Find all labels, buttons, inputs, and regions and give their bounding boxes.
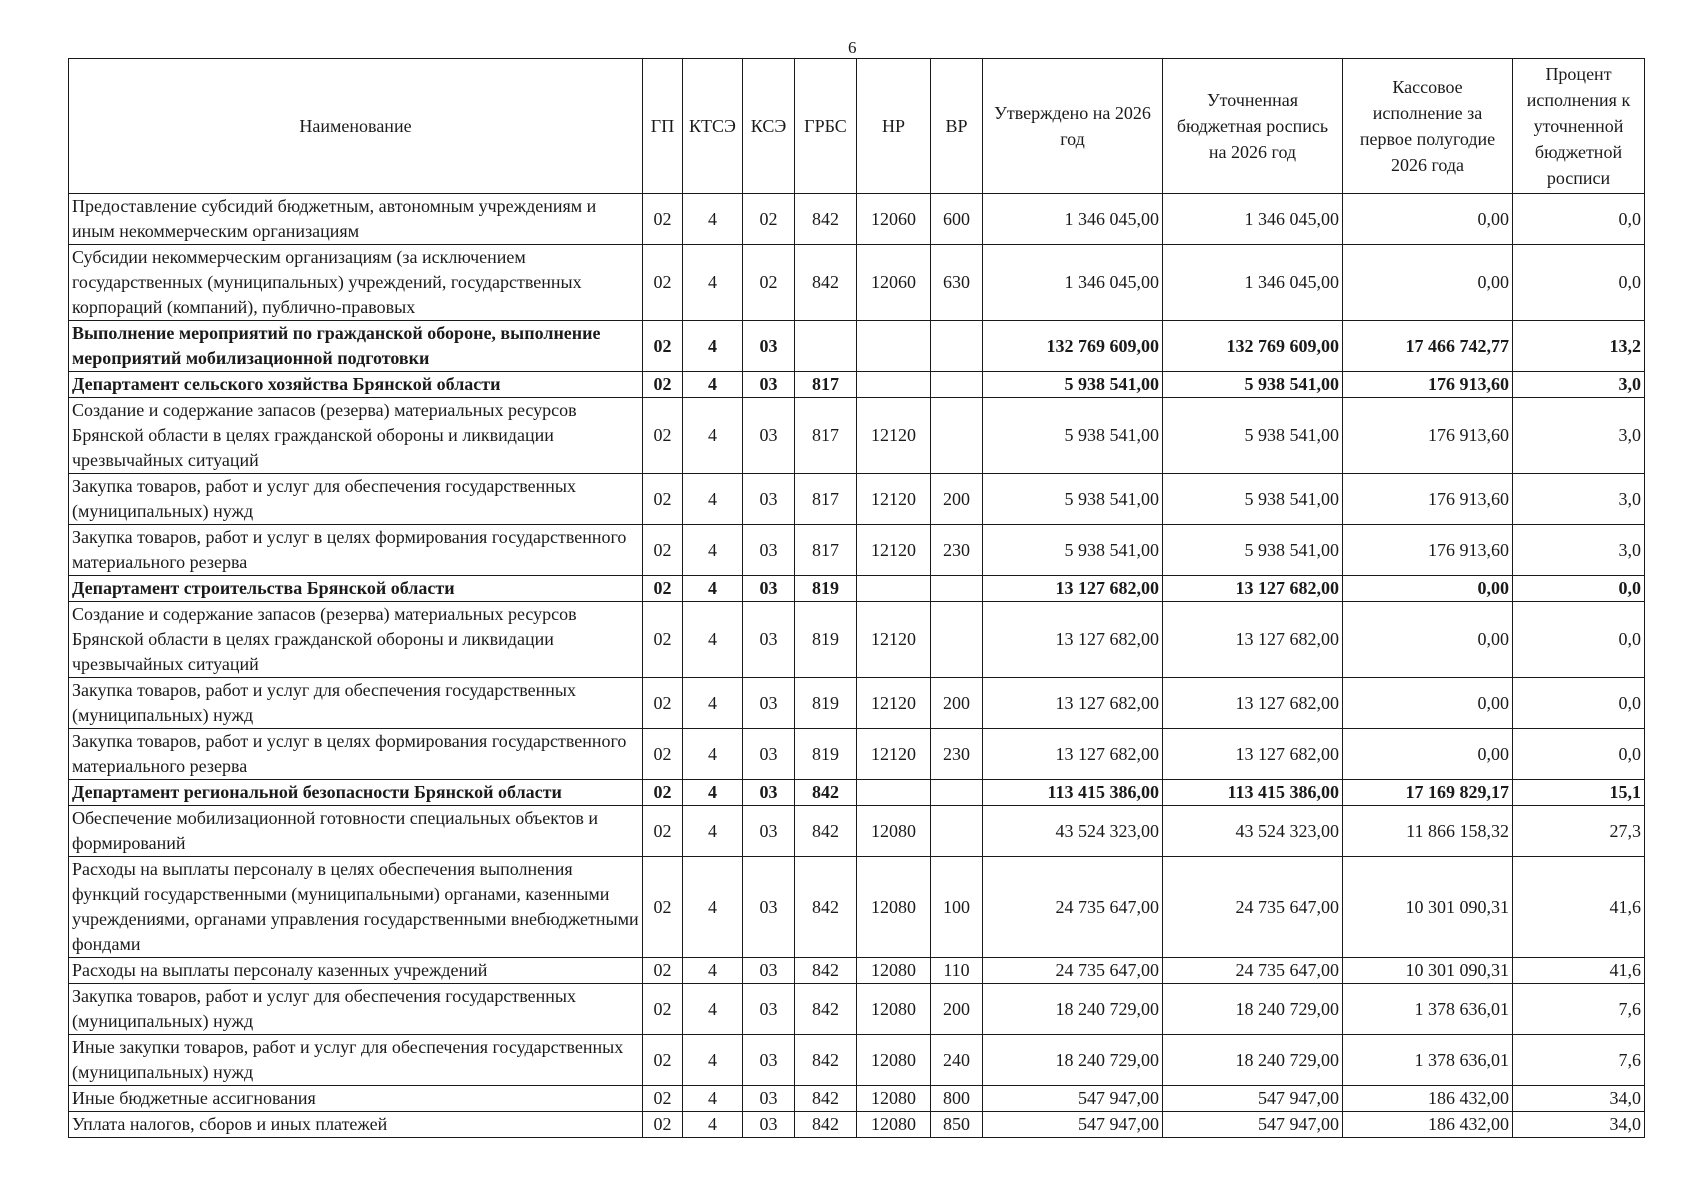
cell-name: Предоставление субсидий бюджетным, автономным учреждениям и иным некоммерческим организациям [69,194,643,245]
header-gp: ГП [643,59,683,194]
cell-refined: 5 938 541,00 [1163,525,1343,576]
cell-percent: 0,0 [1513,245,1645,321]
cell-vr [931,806,983,857]
cell-grbs: 817 [795,398,857,474]
table-row [69,525,1645,576]
cell-refined: 13 127 682,00 [1163,678,1343,729]
cell-refined: 18 240 729,00 [1163,984,1343,1035]
cell-refined: 43 524 323,00 [1163,806,1343,857]
cell-vr: 200 [931,984,983,1035]
cell-ktse: 4 [683,1112,743,1138]
cell-ktse: 4 [683,474,743,525]
cell-name: Закупка товаров, работ и услуг в целях формирования государственного материального резерва [69,525,643,576]
cell-ktse: 4 [683,321,743,372]
cell-kse: 03 [743,857,795,958]
header-vr: ВР [931,59,983,194]
cell-vr [931,372,983,398]
cell-gp: 02 [643,525,683,576]
cell-cash: 186 432,00 [1343,1086,1513,1112]
cell-gp: 02 [643,245,683,321]
cell-vr: 800 [931,1086,983,1112]
table-row [69,474,1645,525]
cell-vr: 850 [931,1112,983,1138]
cell-grbs: 842 [795,245,857,321]
table-row [69,678,1645,729]
cell-name: Закупка товаров, работ и услуг для обеспечения государственных (муниципальных) нужд [69,474,643,525]
cell-kse: 03 [743,1086,795,1112]
cell-gp: 02 [643,372,683,398]
cell-kse: 03 [743,576,795,602]
cell-approved: 24 735 647,00 [983,857,1163,958]
cell-ktse: 4 [683,857,743,958]
cell-name: Выполнение мероприятий по гражданской обороне, выполнение мероприятий мобилизационной подготовки [69,321,643,372]
cell-cash: 10 301 090,31 [1343,958,1513,984]
cell-approved: 5 938 541,00 [983,525,1163,576]
cell-kse: 03 [743,398,795,474]
cell-percent: 3,0 [1513,372,1645,398]
cell-percent: 0,0 [1513,602,1645,678]
table-row [69,984,1645,1035]
cell-percent: 27,3 [1513,806,1645,857]
cell-ktse: 4 [683,245,743,321]
cell-approved: 547 947,00 [983,1112,1163,1138]
cell-nr [857,321,931,372]
cell-cash: 186 432,00 [1343,1112,1513,1138]
cell-cash: 10 301 090,31 [1343,857,1513,958]
cell-gp: 02 [643,321,683,372]
cell-approved: 18 240 729,00 [983,984,1163,1035]
cell-cash: 17 169 829,17 [1343,780,1513,806]
cell-vr: 630 [931,245,983,321]
cell-percent: 3,0 [1513,474,1645,525]
table-row [69,806,1645,857]
cell-nr: 12080 [857,1086,931,1112]
cell-kse: 03 [743,729,795,780]
header-nr: НР [857,59,931,194]
cell-name: Уплата налогов, сборов и иных платежей [69,1112,643,1138]
cell-percent: 0,0 [1513,576,1645,602]
cell-kse: 03 [743,372,795,398]
cell-ktse: 4 [683,806,743,857]
cell-percent: 7,6 [1513,984,1645,1035]
cell-name: Департамент региональной безопасности Брянской области [69,780,643,806]
budget-table [68,58,1645,1138]
cell-gp: 02 [643,984,683,1035]
cell-refined: 13 127 682,00 [1163,729,1343,780]
header-name: Наименование [69,59,643,194]
cell-refined: 5 938 541,00 [1163,474,1343,525]
header-grbs: ГРБС [795,59,857,194]
cell-grbs: 817 [795,525,857,576]
cell-vr [931,321,983,372]
cell-nr: 12120 [857,525,931,576]
cell-name: Расходы на выплаты персоналу казенных учреждений [69,958,643,984]
table-row [69,602,1645,678]
cell-ktse: 4 [683,602,743,678]
cell-approved: 13 127 682,00 [983,729,1163,780]
cell-kse: 03 [743,525,795,576]
cell-approved: 5 938 541,00 [983,474,1163,525]
cell-name: Закупка товаров, работ и услуг для обеспечения государственных (муниципальных) нужд [69,678,643,729]
cell-percent: 3,0 [1513,398,1645,474]
cell-gp: 02 [643,958,683,984]
cell-kse: 03 [743,1035,795,1086]
cell-refined: 18 240 729,00 [1163,1035,1343,1086]
cell-refined: 24 735 647,00 [1163,958,1343,984]
cell-nr: 12060 [857,245,931,321]
cell-kse: 03 [743,602,795,678]
cell-grbs [795,321,857,372]
cell-grbs: 819 [795,576,857,602]
cell-ktse: 4 [683,984,743,1035]
cell-vr [931,602,983,678]
table-row [69,857,1645,958]
cell-kse: 03 [743,780,795,806]
header-refined: Уточненная бюджетная роспись на 2026 год [1163,59,1343,194]
cell-refined: 132 769 609,00 [1163,321,1343,372]
cell-percent: 0,0 [1513,678,1645,729]
table-row [69,321,1645,372]
cell-grbs: 819 [795,729,857,780]
table-row [69,1112,1645,1138]
cell-kse: 03 [743,1112,795,1138]
cell-name: Обеспечение мобилизационной готовности специальных объектов и формирований [69,806,643,857]
cell-vr: 110 [931,958,983,984]
cell-nr: 12080 [857,1112,931,1138]
cell-cash: 176 913,60 [1343,474,1513,525]
cell-refined: 1 346 045,00 [1163,245,1343,321]
table-row [69,958,1645,984]
cell-gp: 02 [643,1035,683,1086]
cell-gp: 02 [643,1086,683,1112]
cell-approved: 113 415 386,00 [983,780,1163,806]
cell-grbs: 842 [795,1086,857,1112]
table-row [69,194,1645,245]
cell-grbs: 842 [795,958,857,984]
table-row [69,729,1645,780]
cell-cash: 0,00 [1343,194,1513,245]
cell-grbs: 817 [795,474,857,525]
cell-cash: 0,00 [1343,729,1513,780]
cell-refined: 24 735 647,00 [1163,857,1343,958]
cell-grbs: 842 [795,984,857,1035]
cell-approved: 13 127 682,00 [983,678,1163,729]
cell-approved: 547 947,00 [983,1086,1163,1112]
cell-gp: 02 [643,398,683,474]
cell-vr: 600 [931,194,983,245]
cell-grbs: 842 [795,194,857,245]
cell-percent: 7,6 [1513,1035,1645,1086]
cell-vr: 240 [931,1035,983,1086]
cell-grbs: 842 [795,780,857,806]
cell-gp: 02 [643,194,683,245]
cell-cash: 17 466 742,77 [1343,321,1513,372]
table-row [69,780,1645,806]
table-row [69,1035,1645,1086]
cell-refined: 547 947,00 [1163,1112,1343,1138]
cell-nr: 12080 [857,806,931,857]
cell-ktse: 4 [683,678,743,729]
cell-refined: 113 415 386,00 [1163,780,1343,806]
cell-percent: 41,6 [1513,958,1645,984]
cell-cash: 0,00 [1343,602,1513,678]
cell-cash: 11 866 158,32 [1343,806,1513,857]
cell-approved: 1 346 045,00 [983,194,1163,245]
cell-nr [857,372,931,398]
cell-name: Департамент строительства Брянской области [69,576,643,602]
cell-grbs: 817 [795,372,857,398]
cell-percent: 0,0 [1513,194,1645,245]
cell-percent: 41,6 [1513,857,1645,958]
cell-percent: 34,0 [1513,1086,1645,1112]
cell-vr: 200 [931,474,983,525]
cell-grbs: 842 [795,806,857,857]
cell-nr: 12080 [857,958,931,984]
cell-gp: 02 [643,602,683,678]
cell-grbs: 842 [795,857,857,958]
cell-vr: 230 [931,525,983,576]
header-ktse: КТСЭ [683,59,743,194]
cell-vr: 100 [931,857,983,958]
cell-grbs: 819 [795,602,857,678]
cell-ktse: 4 [683,780,743,806]
cell-ktse: 4 [683,398,743,474]
cell-grbs: 819 [795,678,857,729]
cell-nr: 12120 [857,602,931,678]
cell-percent: 0,0 [1513,729,1645,780]
header-kse: КСЭ [743,59,795,194]
cell-gp: 02 [643,729,683,780]
cell-cash: 176 913,60 [1343,525,1513,576]
cell-cash: 0,00 [1343,678,1513,729]
cell-gp: 02 [643,857,683,958]
cell-refined: 1 346 045,00 [1163,194,1343,245]
cell-refined: 5 938 541,00 [1163,372,1343,398]
cell-approved: 132 769 609,00 [983,321,1163,372]
cell-nr: 12120 [857,729,931,780]
cell-nr: 12060 [857,194,931,245]
header-cash: Кассовое исполнение за первое полугодие 2026 года [1343,59,1513,194]
page-number: 6 [848,38,857,57]
cell-refined: 547 947,00 [1163,1086,1343,1112]
cell-gp: 02 [643,678,683,729]
cell-name: Создание и содержание запасов (резерва) материальных ресурсов Брянской области в целях гражданской обороны и ликвидации чрезвычайных ситуаций [69,398,643,474]
cell-approved: 43 524 323,00 [983,806,1163,857]
cell-kse: 03 [743,806,795,857]
cell-cash: 176 913,60 [1343,372,1513,398]
table-row [69,576,1645,602]
cell-name: Создание и содержание запасов (резерва) материальных ресурсов Брянской области в целях гражданской обороны и ликвидации чрезвычайных ситуаций [69,602,643,678]
cell-nr: 12120 [857,398,931,474]
cell-refined: 13 127 682,00 [1163,602,1343,678]
cell-vr [931,780,983,806]
cell-kse: 02 [743,194,795,245]
cell-name: Иные бюджетные ассигнования [69,1086,643,1112]
table-row [69,372,1645,398]
cell-name: Иные закупки товаров, работ и услуг для обеспечения государственных (муниципальных) нужд [69,1035,643,1086]
cell-ktse: 4 [683,1086,743,1112]
cell-nr: 12080 [857,1035,931,1086]
cell-vr [931,398,983,474]
cell-kse: 03 [743,958,795,984]
cell-percent: 3,0 [1513,525,1645,576]
cell-approved: 13 127 682,00 [983,602,1163,678]
cell-cash: 176 913,60 [1343,398,1513,474]
cell-kse: 03 [743,321,795,372]
cell-approved: 18 240 729,00 [983,1035,1163,1086]
cell-name: Закупка товаров, работ и услуг в целях формирования государственного материального резерва [69,729,643,780]
cell-kse: 03 [743,474,795,525]
cell-ktse: 4 [683,958,743,984]
table-row [69,245,1645,321]
cell-approved: 5 938 541,00 [983,398,1163,474]
cell-approved: 5 938 541,00 [983,372,1163,398]
cell-percent: 13,2 [1513,321,1645,372]
cell-nr: 12080 [857,984,931,1035]
cell-gp: 02 [643,780,683,806]
table-row [69,398,1645,474]
cell-nr [857,780,931,806]
cell-ktse: 4 [683,576,743,602]
cell-approved: 1 346 045,00 [983,245,1163,321]
cell-gp: 02 [643,1112,683,1138]
header-row [69,59,1645,194]
cell-vr: 200 [931,678,983,729]
table-row [69,1086,1645,1112]
cell-ktse: 4 [683,194,743,245]
cell-percent: 15,1 [1513,780,1645,806]
cell-ktse: 4 [683,729,743,780]
cell-grbs: 842 [795,1035,857,1086]
cell-ktse: 4 [683,525,743,576]
cell-ktse: 4 [683,372,743,398]
cell-cash: 0,00 [1343,245,1513,321]
cell-gp: 02 [643,474,683,525]
header-percent: Процент исполнения к уточненной бюджетной росписи [1513,59,1645,194]
header-approved: Утверждено на 2026 год [983,59,1163,194]
cell-name: Департамент сельского хозяйства Брянской области [69,372,643,398]
cell-percent: 34,0 [1513,1112,1645,1138]
cell-gp: 02 [643,806,683,857]
cell-gp: 02 [643,576,683,602]
cell-vr [931,576,983,602]
cell-grbs: 842 [795,1112,857,1138]
cell-approved: 13 127 682,00 [983,576,1163,602]
cell-kse: 02 [743,245,795,321]
cell-kse: 03 [743,984,795,1035]
cell-name: Расходы на выплаты персоналу в целях обеспечения выполнения функций государственными (муниципальными) органами, казенными учреждениями, органами управления государственными внебюджетными фондами [69,857,643,958]
cell-cash: 1 378 636,01 [1343,1035,1513,1086]
cell-refined: 13 127 682,00 [1163,576,1343,602]
cell-name: Закупка товаров, работ и услуг для обеспечения государственных (муниципальных) нужд [69,984,643,1035]
cell-refined: 5 938 541,00 [1163,398,1343,474]
cell-nr: 12080 [857,857,931,958]
cell-nr: 12120 [857,474,931,525]
cell-approved: 24 735 647,00 [983,958,1163,984]
cell-vr: 230 [931,729,983,780]
cell-kse: 03 [743,678,795,729]
cell-cash: 1 378 636,01 [1343,984,1513,1035]
cell-name: Субсидии некоммерческим организациям (за исключением государственных (муниципальных) учреждений, государственных корпораций (компаний), публично-правовых [69,245,643,321]
cell-ktse: 4 [683,1035,743,1086]
cell-nr [857,576,931,602]
cell-nr: 12120 [857,678,931,729]
cell-cash: 0,00 [1343,576,1513,602]
